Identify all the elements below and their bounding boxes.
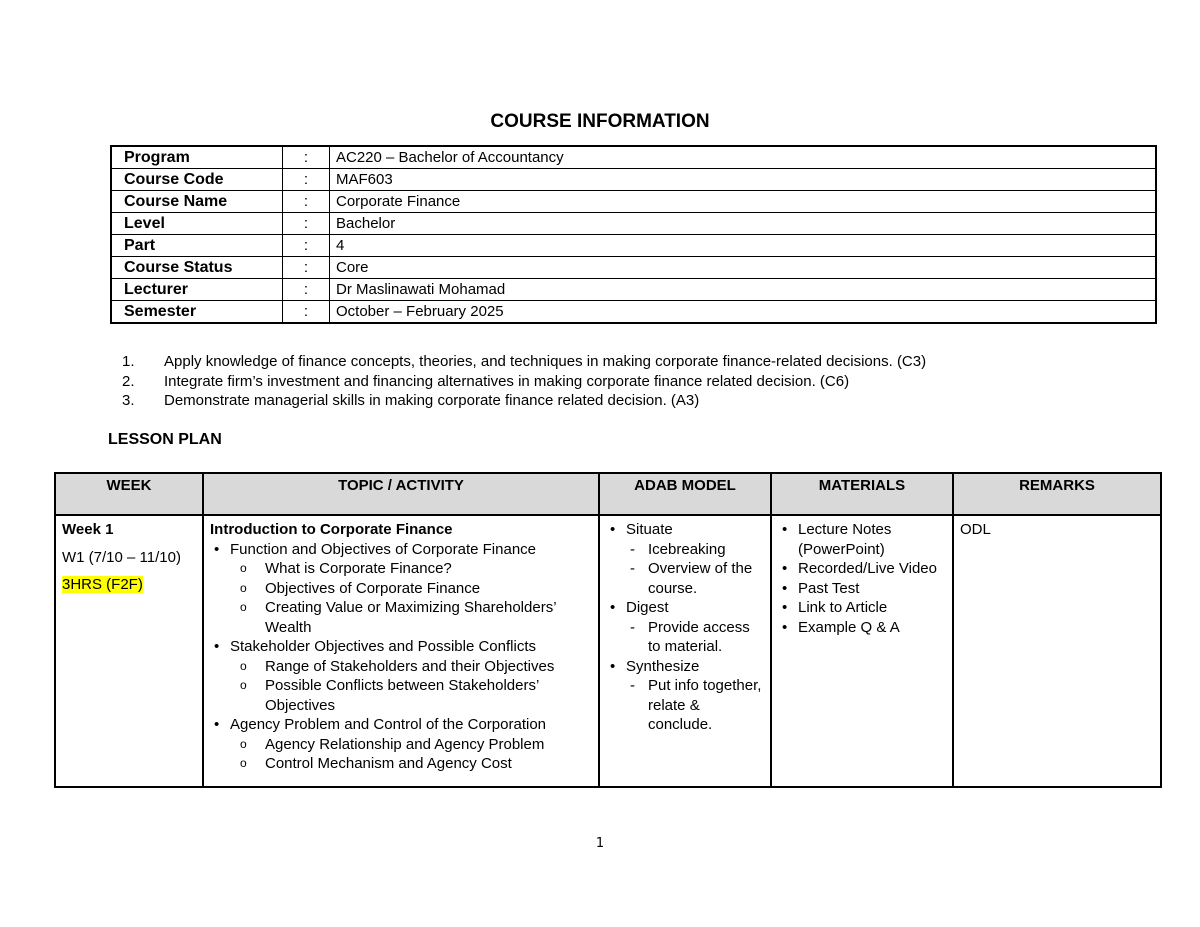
- adab-sublist: [626, 540, 764, 599]
- info-label: Level: [111, 213, 283, 235]
- topic-item-text: Agency Problem and Control of the Corporation: [230, 716, 547, 733]
- info-colon: :: [283, 235, 330, 257]
- info-row: [111, 235, 1156, 257]
- info-value: AC220 – Bachelor of Accountancy: [330, 146, 1157, 169]
- adab-item: [606, 598, 764, 657]
- topic-item-text: Function and Objectives of Corporate Finance: [230, 540, 536, 558]
- info-row: [111, 213, 1156, 235]
- topic-subitem: o Possible Conflicts between Stakeholders’ Objectives: [230, 676, 592, 715]
- info-colon: :: [283, 257, 330, 279]
- header-topic: TOPIC / ACTIVITY: [203, 473, 599, 515]
- adab-subitem: - Provide access to material.: [626, 618, 764, 657]
- topic-heading: Introduction to Corporate Finance: [210, 521, 453, 538]
- topic-item: [210, 637, 592, 715]
- adab-item-text: Situate: [626, 521, 673, 538]
- info-colon: :: [283, 146, 330, 169]
- material-item: • Link to Article: [778, 598, 946, 618]
- adab-item: [606, 657, 764, 735]
- course-information-title: COURSE INFORMATION: [490, 111, 710, 132]
- adab-list: [606, 520, 764, 735]
- info-value: 4: [330, 235, 1157, 257]
- adab-subitem: - Overview of the course.: [626, 559, 764, 598]
- outcome-item: [122, 372, 1162, 392]
- material-item: • Lecture Notes (PowerPoint): [778, 520, 946, 559]
- info-colon: :: [283, 301, 330, 324]
- topic-sublist: [230, 657, 592, 716]
- adab-item: [606, 520, 764, 598]
- topic-list: [210, 540, 592, 774]
- info-row: [111, 279, 1156, 301]
- info-row: [111, 257, 1156, 279]
- plan-row: [55, 515, 1161, 787]
- info-value: MAF603: [330, 169, 1157, 191]
- topic-item: [210, 715, 592, 774]
- outcome-text: Demonstrate managerial skills in making corporate finance related decision. (A3): [164, 392, 700, 409]
- topic-sublist: [230, 559, 592, 637]
- materials-list: [778, 520, 946, 637]
- info-value: October – February 2025: [330, 301, 1157, 324]
- outcome-number: 2.: [122, 372, 135, 390]
- material-item: • Example Q & A: [778, 618, 946, 638]
- learning-outcomes-list: [122, 352, 1162, 411]
- topic-item-text: Stakeholder Objectives and Possible Conflicts: [230, 638, 536, 655]
- outcome-text: Integrate firm’s investment and financing alternatives in making corporate finance related decision. (C6): [164, 372, 850, 390]
- info-value: Dr Maslinawati Mohamad: [330, 279, 1157, 301]
- header-remarks: REMARKS: [953, 473, 1161, 515]
- week-dates: W1 (7/10 – 11/10): [62, 548, 181, 566]
- info-label: Course Code: [111, 169, 283, 191]
- info-colon: :: [283, 169, 330, 191]
- week-hours: 3HRS (F2F): [62, 576, 143, 593]
- materials-cell: [771, 515, 953, 787]
- remarks-cell: [953, 515, 1161, 787]
- info-label: Part: [111, 235, 283, 257]
- info-label: Lecturer: [111, 279, 283, 301]
- adab-sublist: [626, 676, 764, 735]
- info-value: Core: [330, 257, 1157, 279]
- info-colon: :: [283, 191, 330, 213]
- outcome-number: 1.: [122, 353, 135, 370]
- info-row: [111, 191, 1156, 213]
- info-label: Course Name: [111, 191, 283, 213]
- info-row: [111, 169, 1156, 191]
- course-info-table: [110, 145, 1157, 324]
- header-week: WEEK: [55, 473, 203, 515]
- adab-subitem: - Icebreaking: [626, 540, 764, 560]
- info-label: Program: [111, 146, 283, 169]
- info-label: Course Status: [111, 257, 283, 279]
- plan-header-row: [55, 473, 1161, 515]
- material-item: • Recorded/Live Video: [778, 559, 946, 579]
- info-value: Corporate Finance: [330, 191, 1157, 213]
- adab-item-text: Digest: [626, 599, 669, 616]
- topic-subitem: o Range of Stakeholders and their Objectives: [230, 657, 592, 677]
- adab-cell: [599, 515, 771, 787]
- topic-subitem: o Objectives of Corporate Finance: [230, 579, 592, 599]
- week-cell: [55, 515, 203, 787]
- topic-subitem: o Control Mechanism and Agency Cost: [230, 754, 592, 774]
- info-row: [111, 146, 1156, 169]
- topic-sublist: [230, 735, 592, 774]
- header-materials: MATERIALS: [771, 473, 953, 515]
- outcome-text: Apply knowledge of finance concepts, theories, and techniques in making corporate finance-related decisions. (C3): [164, 353, 927, 370]
- material-item: • Past Test: [778, 579, 946, 599]
- header-adab: ADAB MODEL: [599, 473, 771, 515]
- topic-subitem: o What is Corporate Finance?: [230, 559, 592, 579]
- topic-item: [210, 540, 592, 638]
- adab-subitem: - Put info together, relate & conclude.: [626, 676, 764, 735]
- adab-sublist: [626, 618, 764, 657]
- topic-subitem: o Agency Relationship and Agency Problem: [230, 735, 592, 755]
- topic-subitem: o Creating Value or Maximizing Shareholders’ Wealth: [230, 598, 592, 637]
- info-label: Semester: [111, 301, 283, 324]
- outcome-number: 3.: [122, 392, 135, 409]
- topic-cell: [203, 515, 599, 787]
- info-colon: :: [283, 213, 330, 235]
- info-row: [111, 301, 1156, 324]
- page-number: 1: [595, 836, 605, 851]
- lesson-plan-table: [54, 472, 1162, 788]
- lesson-plan-title: LESSON PLAN: [108, 431, 222, 448]
- outcome-item: [122, 352, 1162, 372]
- adab-item-text: Synthesize: [626, 657, 700, 675]
- remarks-text: ODL: [960, 521, 991, 538]
- week-label: Week 1: [62, 521, 114, 538]
- info-value: Bachelor: [330, 213, 1157, 235]
- info-colon: :: [283, 279, 330, 301]
- outcome-item: [122, 391, 1162, 411]
